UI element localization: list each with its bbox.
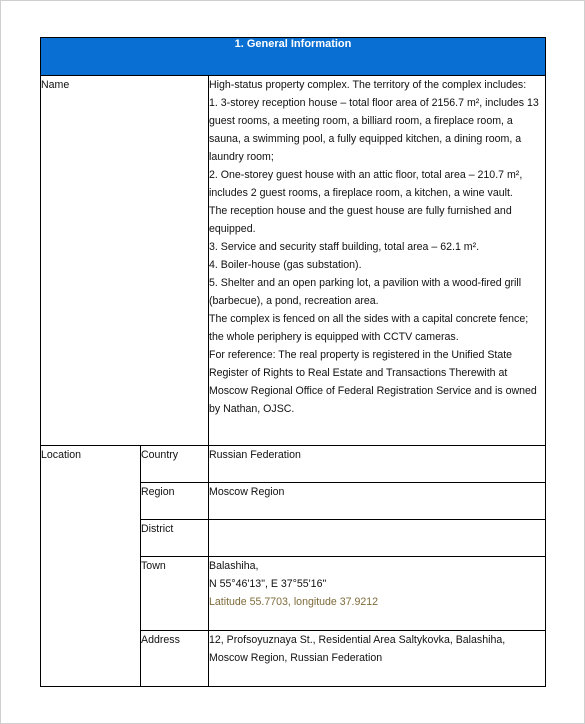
region-value: Moscow Region [209, 483, 546, 520]
description-line: The complex is fenced on all the sides with a capital concrete fence; the whole periphery is equipped with CCTV cameras. [209, 313, 529, 343]
name-label: Name [41, 76, 209, 446]
description-line: 4. Boiler-house (gas substation). [209, 259, 362, 271]
description-line: 3. Service and security staff building, total area – 62.1 m². [209, 241, 480, 253]
section-title: 1. General Information [41, 38, 546, 76]
address-label: Address [141, 631, 209, 687]
description-line: High-status property complex. The territory of the complex includes: [209, 79, 527, 91]
country-label: Country [141, 446, 209, 483]
description-line: 1. 3-storey reception house – total floor area of 2156.7 m², includes 13 guest rooms, a meeting room, a billiard room, a fireplace room, a sauna, a swimming pool, a fully equipped kitchen, a dining room, a laundry room; [209, 97, 539, 163]
town-name: Balashiha, [209, 560, 259, 572]
location-label: Location [41, 446, 141, 687]
country-value: Russian Federation [209, 446, 546, 483]
description-line: 5. Shelter and an open parking lot, a pavilion with a wood-fired grill (barbecue), a pond, recreation area. [209, 277, 522, 307]
district-value [209, 520, 546, 557]
region-label: Region [141, 483, 209, 520]
description-line: 2. One-storey guest house with an attic floor, total area – 210.7 m², includes 2 guest rooms, a fireplace room, a kitchen, a wine vault. [209, 169, 523, 199]
town-value [209, 557, 546, 631]
description-line: The reception house and the guest house are fully furnished and equipped. [209, 205, 512, 235]
name-description [209, 76, 546, 446]
description-line: For reference: The real property is registered in the Unified State Register of Rights to Real Estate and Transactions Therewith at Moscow Regional Office of Federal Registration Service and is owned by Nathan, OJSC. [209, 349, 537, 415]
district-label: District [141, 520, 209, 557]
town-label: Town [141, 557, 209, 631]
town-coordinates-decimal: Latitude 55.7703, longitude 37.9212 [209, 596, 379, 608]
general-information-table [40, 37, 546, 687]
address-value: 12, Profsoyuznaya St., Residential Area Saltykovka, Balashiha, Moscow Region, Russian Federation [209, 631, 546, 687]
town-coordinates-dms: N 55°46'13", E 37°55'16" [209, 578, 327, 590]
